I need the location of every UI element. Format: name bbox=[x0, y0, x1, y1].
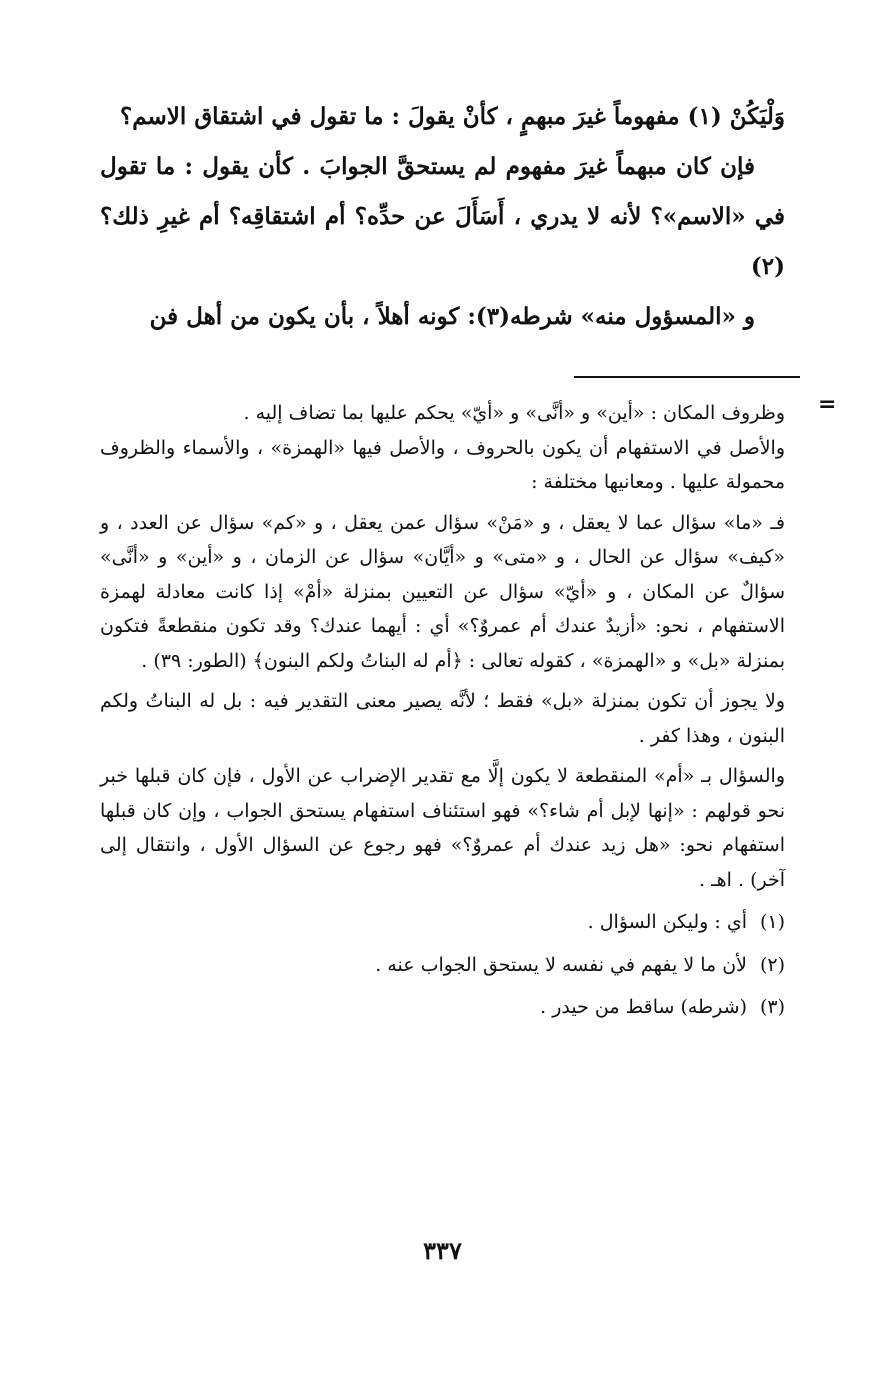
footnote-paragraph-2: والأصل في الاستفهام أن يكون بالحروف ، والأصل فيها «الهمزة» ، والأسماء والظروف محمولة عليها . ومعانيها مختلفة : bbox=[100, 436, 785, 493]
footnote-paragraph-4: ولا يجوز أن تكون بمنزلة «بل» فقط ؛ لأنَّه يصير معنى التقدير فيه : بل له البناتُ ولكم البنون ، وهذا كفر . bbox=[100, 690, 785, 747]
footnote-divider bbox=[574, 376, 800, 378]
footnote-number: (٣) bbox=[759, 996, 785, 1018]
footnote-paragraph-1: وظروف المكان : «أين» و «أنَّى» و «أيّ» يحكم عليها بما تضاف إليه . bbox=[243, 402, 785, 424]
main-paragraph-3: و «المسؤول منه» شرطه(٣): كونه أهلاً ، بأن يكون من أهل فن bbox=[149, 303, 755, 330]
footnote-note-text: أي : وليكن السؤال . bbox=[587, 911, 747, 933]
main-paragraph-2: فإن كان مبهماً غيرَ مفهوم لم يستحقَّ الجوابَ . كأن يقول : ما تقول في «الاسم»؟ لأنه لا يدري ، أَسَأَلَ عن حدِّه؟ أم اشتقاقِه؟ أم غيرِ ذلك؟(٢) bbox=[100, 153, 785, 280]
footnote-note-2 bbox=[100, 948, 785, 983]
footnote-note-text: (شرطه) ساقط من حيدر . bbox=[540, 996, 747, 1018]
main-paragraph-1: وَلْيَكُنْ (١) مفهوماً غيرَ مبهمٍ ، كأنْ يقولَ : ما تقول في اشتقاق الاسم؟ bbox=[120, 103, 785, 130]
footnote-note-text: لأن ما لا يفهم في نفسه لا يستحق الجواب عنه . bbox=[375, 953, 747, 976]
footnote-note-3 bbox=[100, 990, 785, 1025]
footnote-paragraph-5: والسؤال بـ «أم» المنقطعة لا يكون إلَّا مع تقدير الإضراب عن الأول ، فإن كان قبلها خبر نحو قولهم : «إنها لإبل أم شاء؟» فهو استئناف استفهام يستحق الجواب ، وإن كان قبلها استفهام نحو: «هل زيد عندك أم عمروٌ؟» فهو رجوع عن السؤال الأول ، وانتقال إلى آخر) . اهـ . bbox=[100, 765, 785, 891]
footnote-number: (٢) bbox=[759, 953, 785, 976]
footnotes bbox=[100, 396, 785, 1025]
footnote-note-1 bbox=[100, 905, 785, 940]
main-text bbox=[100, 92, 785, 342]
footnote-number: (١) bbox=[759, 911, 785, 933]
footnote-continuation-mark: = bbox=[818, 392, 837, 417]
page-number: ٣٣٧ bbox=[423, 1236, 462, 1265]
footnote-paragraph-3: فـ «ما» سؤال عما لا يعقل ، و «مَنْ» سؤال عمن يعقل ، و «كم» سؤال عن العدد ، و «كيف» سؤال عن الحال ، و «متى» و «أيَّان» سؤال عن الزمان ، و «أين» و «أنَّى» سؤالٌ عن المكان ، و «أيّ» سؤال عن التعيين بمنزلة «أمْ» إذا كانت معادلة لهمزة الاستفهام ، نحو: «أزيدٌ عندك أم عمروٌ؟» أي : أيهما عندك؟ وقد تكون منقطعةً فتكون بمنزلة «بل» و «الهمزة» ، كقوله تعالى : ﴿أم له البناتُ ولكم البنون﴾ (الطور: ٣٩) . bbox=[100, 511, 785, 672]
